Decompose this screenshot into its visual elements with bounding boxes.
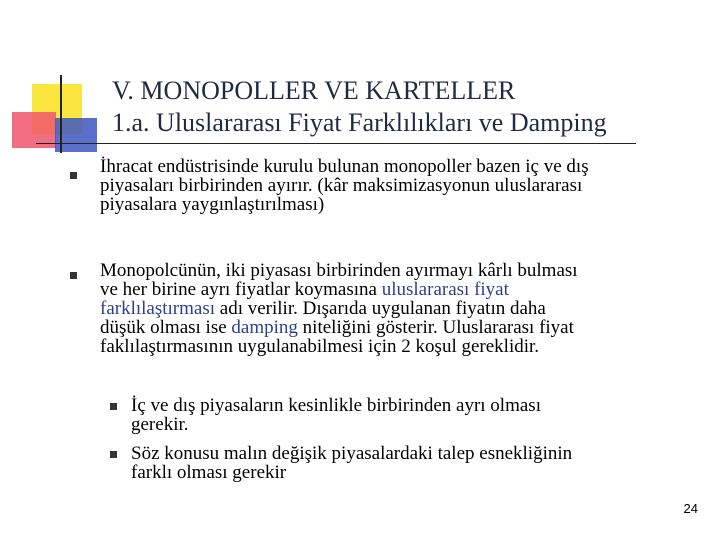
slide-title bbox=[112, 75, 607, 139]
bullet-2-line-4-rest: niteliğini gösterir. Uluslararası fiyat bbox=[297, 317, 574, 338]
sub-bullet-2 bbox=[131, 444, 572, 482]
sub-bullet-1 bbox=[131, 396, 541, 434]
bullet-2-line-3-text: adı verilir. Dışarıda uygulanan fiyatın daha bbox=[215, 298, 546, 319]
decor-horizontal-line bbox=[36, 143, 636, 144]
title-line-2: 1.a. Uluslararası Fiyat Farklılıkları ve Damping bbox=[112, 108, 607, 137]
title-line-1: V. MONOPOLLER VE KARTELLER bbox=[112, 76, 516, 105]
sub-bullet-2-line-1: Söz konusu malın değişik piyasalardaki talep esnekliğinin bbox=[131, 443, 573, 464]
sub-bullet-1-line-2: gerekir. bbox=[131, 414, 189, 435]
term-damping: damping bbox=[231, 317, 298, 338]
bullet-1 bbox=[100, 157, 589, 214]
term-farklilastirmasi: farklılaştırması bbox=[100, 298, 216, 319]
bullet-1-line-2: piyasaları birbirinden ayırır. (kâr maksimizasyonun uluslararası bbox=[100, 175, 583, 196]
bullet-2-line-4-text: düşük olması ise bbox=[100, 317, 232, 338]
page-number: 24 bbox=[683, 501, 698, 516]
bullet-2-line-2-text: ve her birine ayrı fiyatlar koymasına bbox=[100, 279, 382, 300]
bullet-1-line-3: piyasalara yaygınlaştırılması) bbox=[100, 194, 325, 215]
decor-vertical-line bbox=[60, 75, 62, 153]
square-bullet-icon bbox=[110, 451, 117, 458]
bullet-2 bbox=[100, 261, 578, 356]
bullet-2-line-5: faklılaştırmasının uygulanabilmesi için 2 koşul gereklidir. bbox=[100, 336, 540, 357]
square-bullet-icon bbox=[70, 272, 77, 279]
bullet-2-line-1: Monopolcünün, iki piyasası birbirinden ayırmayı kârlı bulması bbox=[100, 260, 578, 281]
bullet-2-line-3 bbox=[100, 299, 578, 318]
bullet-2-line-4 bbox=[100, 318, 578, 337]
sub-bullet-1-line-1: İç ve dış piyasaların kesinlikle birbirinden ayrı olması bbox=[131, 395, 541, 416]
square-bullet-icon bbox=[70, 172, 77, 179]
bullet-2-line-2 bbox=[100, 280, 578, 299]
square-bullet-icon bbox=[110, 403, 117, 410]
sub-bullet-2-line-2: farklı olması gerekir bbox=[131, 462, 287, 483]
bullet-1-line-1: İhracat endüstrisinde kurulu bulunan monopoller bazen iç ve dış bbox=[100, 156, 589, 177]
term-uluslararasi-fiyat: uluslararası fiyat bbox=[381, 279, 509, 300]
